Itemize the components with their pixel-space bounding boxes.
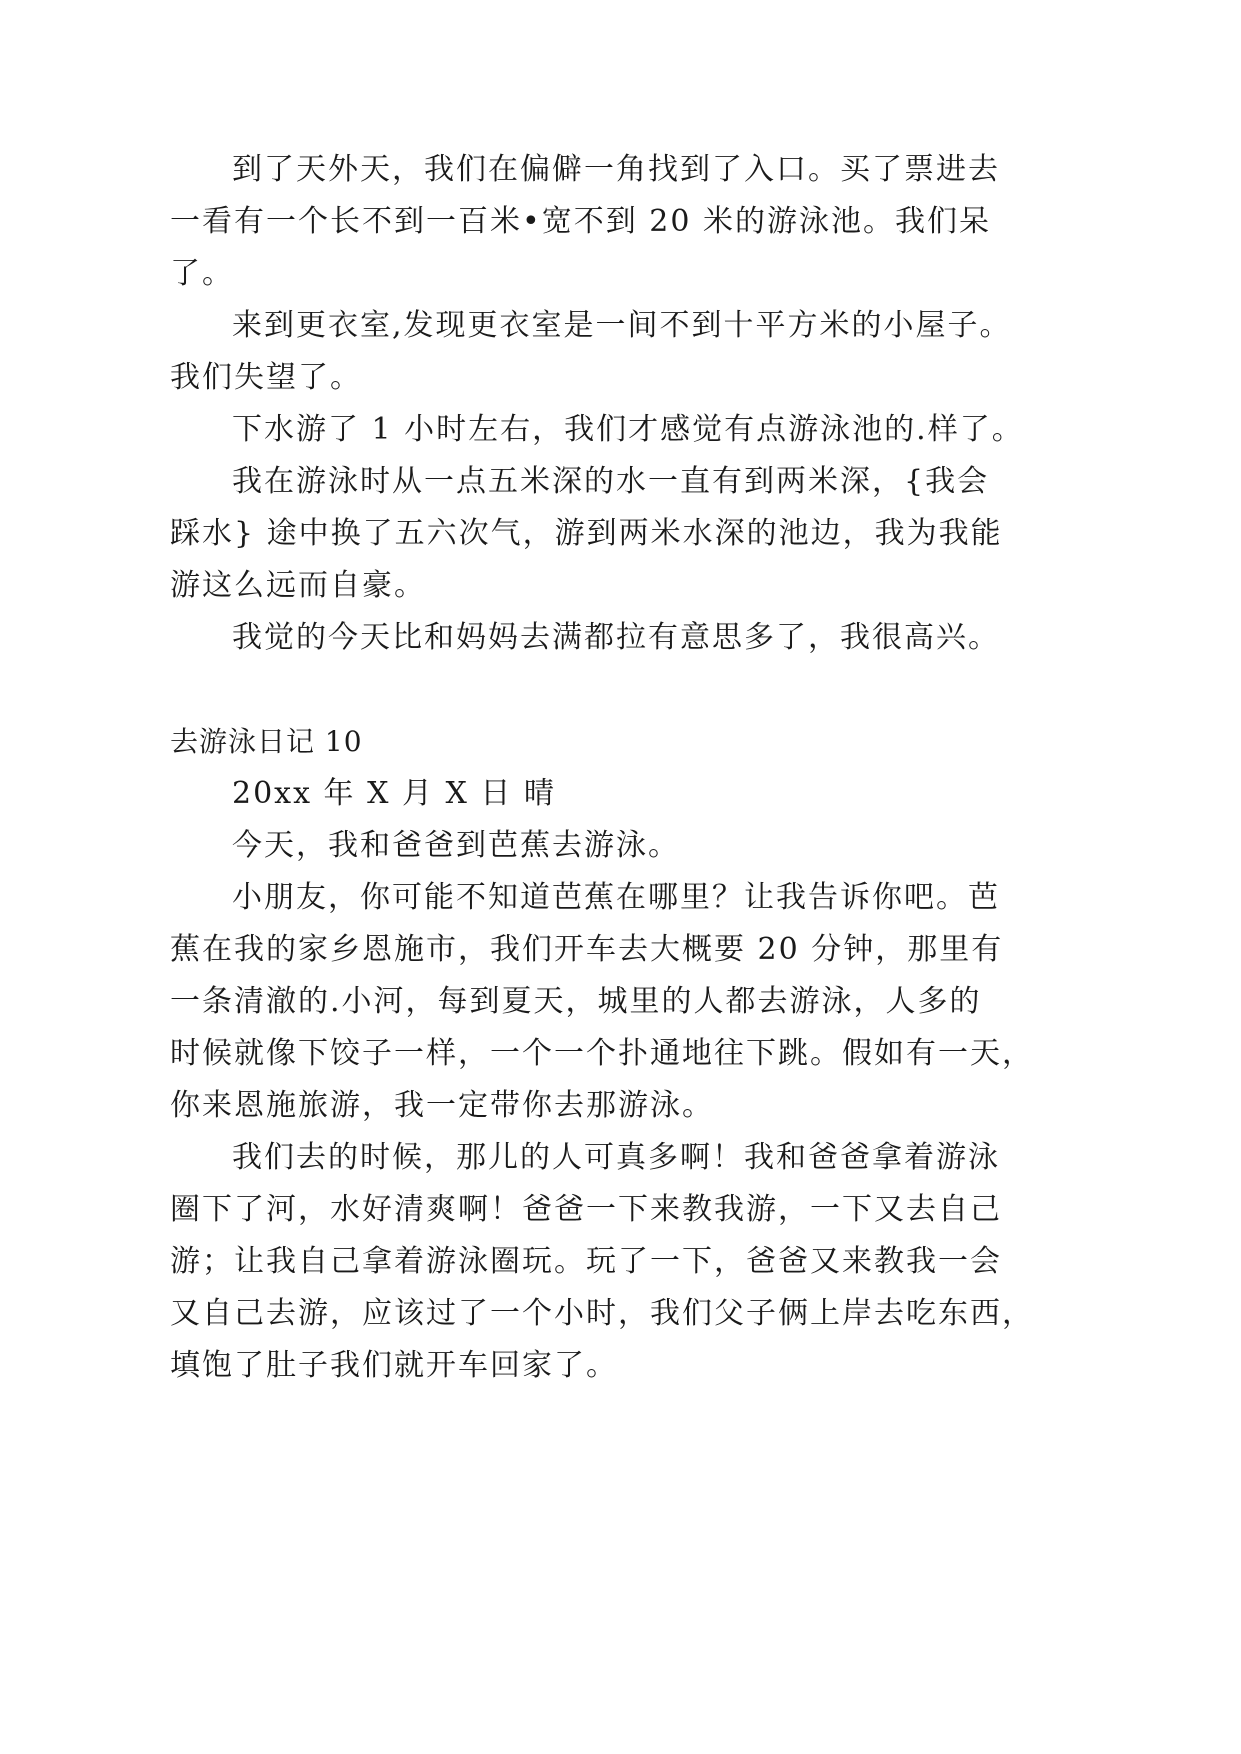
text-line: 你来恩施旅游，我一定带你去那游泳。 [170, 1088, 714, 1123]
text-line: 游这么远而自豪。 [170, 568, 426, 603]
text-line: 我觉的今天比和妈妈去满都拉有意思多了，我很高兴。 [232, 620, 1000, 655]
text-line: 来到更衣室,发现更衣室是一间不到十平方米的小屋子。 [232, 308, 1012, 343]
text-line: 到了天外天，我们在偏僻一角找到了入口。买了票进去 [232, 152, 1000, 187]
text-line: 又自己去游，应该过了一个小时，我们父子俩上岸去吃东西， [170, 1296, 1034, 1331]
text-line: 下水游了 1 小时左右，我们才感觉有点游泳池的.样了。 [232, 412, 1024, 447]
text-line: 时候就像下饺子一样，一个一个扑通地往下跳。假如有一天， [170, 1036, 1034, 1071]
diary-date-line: 20xx 年 X 月 X 日 晴 [232, 776, 556, 811]
text-line: 我们去的时候，那儿的人可真多啊！我和爸爸拿着游泳 [232, 1140, 1000, 1175]
text-line: 填饱了肚子我们就开车回家了。 [170, 1348, 618, 1383]
text-line: 小朋友，你可能不知道芭蕉在哪里？让我告诉你吧。芭 [232, 880, 1000, 915]
text-line: 游；让我自己拿着游泳圈玩。玩了一下，爸爸又来教我一会 [170, 1244, 1002, 1279]
text-line: 我在游泳时从一点五米深的水一直有到两米深，{我会 [232, 464, 990, 499]
text-line: 今天，我和爸爸到芭蕉去游泳。 [232, 828, 680, 863]
section-title: 去游泳日记 10 [170, 725, 363, 758]
text-line: 我们失望了。 [170, 360, 362, 395]
text-line: 圈下了河，水好清爽啊！爸爸一下来教我游，一下又去自己 [170, 1192, 1002, 1227]
text-line: 一条清澈的.小河，每到夏天，城里的人都去游泳，人多的 [170, 984, 982, 1019]
text-line: 蕉在我的家乡恩施市，我们开车去大概要 20 分钟，那里有 [170, 932, 1004, 967]
text-line: 了。 [170, 256, 234, 291]
text-line: 踩水} 途中换了五六次气，游到两米水深的池边，我为我能 [170, 516, 1003, 551]
text-line: 一看有一个长不到一百米•宽不到 20 米的游泳池。我们呆 [170, 204, 991, 239]
